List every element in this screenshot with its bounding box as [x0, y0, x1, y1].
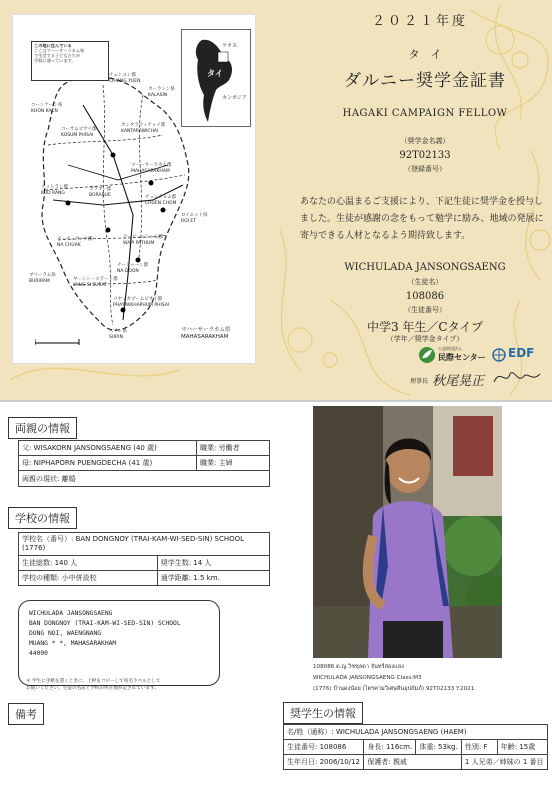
- address-line: 44000: [29, 650, 48, 657]
- map-label-jp: コーサムピサイ郡: [61, 127, 97, 132]
- student-header: 奨学生の情報: [283, 702, 363, 724]
- birthday-cell: 生年月日: 2006/10/12: [284, 755, 364, 770]
- map-label-en: KHON KAEN: [31, 109, 58, 114]
- map-label-jp: パヤッカプームピサイ郡: [113, 297, 163, 302]
- photo-caption-line: (1776) บ้านดงน้อย (ไตรคามวิเศษสินอุปถัมภ์) 92T02133 Y.2021: [313, 686, 475, 692]
- org-logo: [418, 346, 488, 368]
- map-label-jp: ナーチュアック郡: [57, 237, 93, 242]
- map-label-en: PHAYAKKHAPHUM PHISAI: [113, 303, 170, 308]
- map-label-jp: クットラン郡: [41, 185, 68, 190]
- map-legend-line: 学校に通っています。: [34, 58, 76, 63]
- org-name: 民際センター: [438, 353, 486, 362]
- signature-scribble: [492, 366, 542, 388]
- edf-globe-icon: [492, 348, 506, 362]
- map-label: [123, 235, 163, 247]
- map-label-jp: ヤーンシースラート郡: [73, 277, 118, 282]
- org-leaf-icon: [418, 346, 436, 364]
- parents-status-cell: 両親の現状: 離婚: [19, 471, 270, 487]
- map-label: [41, 185, 68, 197]
- chair-signature: 秋尾晃正: [432, 374, 485, 389]
- map-label-en: YANG SI SURAT: [73, 283, 107, 288]
- edf-text: EDF: [508, 346, 535, 360]
- map-label-jp: マハーサーラカム郡: [131, 163, 172, 168]
- weight-cell: 体重: 53kg.: [416, 740, 461, 755]
- map-label: [148, 87, 175, 99]
- map-label-en: BURIRAM: [29, 279, 50, 284]
- map-label-jp: カンタラウィチャイ郡: [121, 123, 166, 128]
- student-name-cell: 名/姓（通称）: WICHULADA JANSONGSAENG (HAEM): [284, 725, 548, 740]
- map-label: [29, 273, 56, 285]
- cert-grade: 中学3 年生／Cタイプ: [366, 320, 484, 334]
- cert-grade-label: （学年／奨学金タイプ）: [386, 335, 464, 343]
- map-label-en: SURIN: [109, 335, 123, 340]
- map-label: [109, 329, 127, 341]
- map-label-jp: ボラブー郡: [89, 187, 112, 192]
- total-students-cell: 生徒総数: 140 人: [19, 556, 158, 571]
- map-label-en: NA CHUAK: [57, 243, 81, 248]
- map-legend-line: ここはマハーサーラカム県: [34, 48, 85, 53]
- cert-country: タ イ: [408, 48, 442, 61]
- parents-table: [18, 440, 270, 487]
- cert-year: ２０２１年度: [371, 14, 468, 29]
- address-line: WICHULADA JANSONGSAENG: [29, 610, 113, 617]
- map-label-en: KANTARAWICHAI: [121, 129, 159, 134]
- cert-name-label: （生徒名）: [407, 278, 443, 286]
- map-label: [117, 263, 148, 275]
- thailand-inset: [181, 29, 251, 127]
- map-label: [57, 237, 93, 249]
- map-label-jp: ロイエット県: [181, 213, 208, 218]
- map-label-en: CHIANG YUEN: [109, 79, 141, 84]
- map-label: [145, 195, 176, 207]
- map-legend-line: で生活する子どもたちが: [34, 53, 81, 58]
- map-label-jp: スリン県: [109, 329, 127, 334]
- map-caption: [181, 327, 230, 341]
- cert-student-name: WICHULADA JANSONGSAENG: [344, 262, 506, 273]
- cert-scholarship-label: （奨学金名義）: [400, 137, 450, 145]
- map-label-en: MAHASARAKHAM: [131, 169, 170, 174]
- cert-title: ダルニー奨学金証書: [344, 71, 506, 91]
- address-line: MUANG * *, MAHASARAKHAM: [29, 640, 117, 647]
- map-label-jp: カーラシン県: [148, 87, 175, 92]
- map-label-jp: チュンチョム郡: [145, 195, 177, 200]
- map-label: [89, 187, 111, 199]
- school-name-cell: 学校名（番号）: BAN DONGNOY (TRAI-KAM-WI-SED-SIN) SCHOOL (1776): [19, 533, 270, 556]
- address-label: [18, 600, 220, 686]
- gender-cell: 性別: F: [461, 740, 497, 755]
- map-caption-en: MAHASARAKHAM: [181, 334, 229, 340]
- scholars-cell: 奨学生数: 14 人: [157, 556, 269, 571]
- cert-scholarship-no: 92T02133: [399, 150, 451, 161]
- age-cell: 年齢: 15歳: [497, 740, 547, 755]
- map-label: [61, 127, 96, 139]
- map-label-en: KOSUM PHISAI: [61, 133, 94, 138]
- inset-label-cambodia: カンボジア: [222, 95, 248, 101]
- map-label-jp: コーンケーン県: [31, 103, 63, 108]
- cert-message: あなたの心温まるご支援により、下記生徒に奨学金を授与しました。生徒が感謝の念をもって勉学に励み、地域の発展に寄与できる人材となるよう期待致します。: [300, 197, 544, 241]
- cert-reg-label: （登録番号）: [404, 165, 446, 173]
- photo-caption-line: 108086 ด.ญ.วิชชุลดา จันทร์ส่องแสง: [313, 664, 404, 670]
- map-label: [109, 73, 140, 85]
- inset-label-thai: タイ: [207, 69, 223, 78]
- map-caption-jp: マハーサーラカム県: [181, 327, 231, 333]
- map-label: [73, 277, 118, 289]
- photo-caption: [313, 662, 533, 695]
- map-label: [121, 123, 165, 135]
- height-cell: 身長: 116cm.: [364, 740, 416, 755]
- student-number-cell: 生徒番号: 108086: [284, 740, 364, 755]
- map-label: [131, 163, 171, 175]
- map-label-jp: ワーピーパトゥム郡: [123, 235, 163, 240]
- distance-cell: 通学距離: 1.5 km.: [157, 571, 269, 586]
- map-label: [31, 103, 62, 115]
- divider: [0, 400, 552, 402]
- mother-cell: 母: NIPHAPORN PUENGDECHA (41 歳): [19, 456, 197, 471]
- school-header: 学校の情報: [8, 507, 77, 529]
- student-table: [283, 724, 548, 770]
- school-table: [18, 532, 270, 586]
- mother-job-cell: 職業: 主婦: [197, 456, 270, 471]
- map-legend-title: この地に住んでいる: [34, 43, 72, 48]
- photo-caption-line: WICHULADA JANSONGSAENG Class:M3: [313, 675, 422, 681]
- map-label-jp: チェンユン郡: [109, 73, 136, 78]
- cert-student-no: 108086: [405, 291, 445, 302]
- student-photo-image: [313, 406, 502, 658]
- scale-bar: [35, 333, 85, 349]
- cert-student-no-label: （生徒番号）: [404, 306, 446, 314]
- siblings-cell: 1 人兄弟／姉妹の 1 番目: [461, 755, 547, 770]
- address-line: DONG NOI, WAENGNANG: [29, 630, 102, 637]
- school-type-cell: 学校の種類: 小中併設校: [19, 571, 158, 586]
- parents-header: 両親の情報: [8, 417, 77, 439]
- org-small: 公益財団法人: [438, 346, 462, 351]
- inset-label-laos: ラオス: [222, 43, 237, 49]
- cert-campaign: HAGAKI CAMPAIGN FELLOW: [342, 108, 508, 119]
- province-map: [12, 14, 256, 364]
- address-note-line: ＊ 学生に手紙を書くときに、上枠をコピーして宛名ラベルとして: [26, 679, 161, 684]
- map-label-en: NA DOON: [117, 269, 139, 274]
- map-label: [113, 297, 169, 309]
- father-cell: 父: WISAKORN JANSONGSAENG (40 歳): [19, 441, 197, 456]
- map-label: [181, 213, 208, 225]
- map-label-en: CHUEN CHOM: [145, 201, 177, 206]
- map-label-jp: ナードゥーン郡: [117, 263, 149, 268]
- map-label-en: WAPI PATHUM: [123, 241, 155, 246]
- map-label-en: KALASIN: [148, 93, 168, 98]
- address-line: BAN DONGNOY (TRAI-KAM-WI-SED-SIN) SCHOOL: [29, 620, 181, 627]
- student-photo: [313, 406, 502, 658]
- map-label-en: KUD RANG: [41, 191, 65, 196]
- chair-label: 理事長: [410, 378, 429, 385]
- address-note-line: お使いください。生徒の名前と学校の所在地が記されています。: [26, 686, 159, 691]
- father-job-cell: 職業: 労働者: [197, 441, 270, 456]
- map-label-en: ROI ET: [181, 219, 197, 224]
- address-note: [26, 678, 161, 692]
- remarks-header: 備考: [8, 703, 44, 725]
- map-label-jp: ブリーラム県: [29, 273, 56, 278]
- guardian-cell: 保護者: 親戚: [364, 755, 462, 770]
- map-legend: [31, 41, 109, 81]
- map-label-en: BORABUE: [89, 193, 111, 198]
